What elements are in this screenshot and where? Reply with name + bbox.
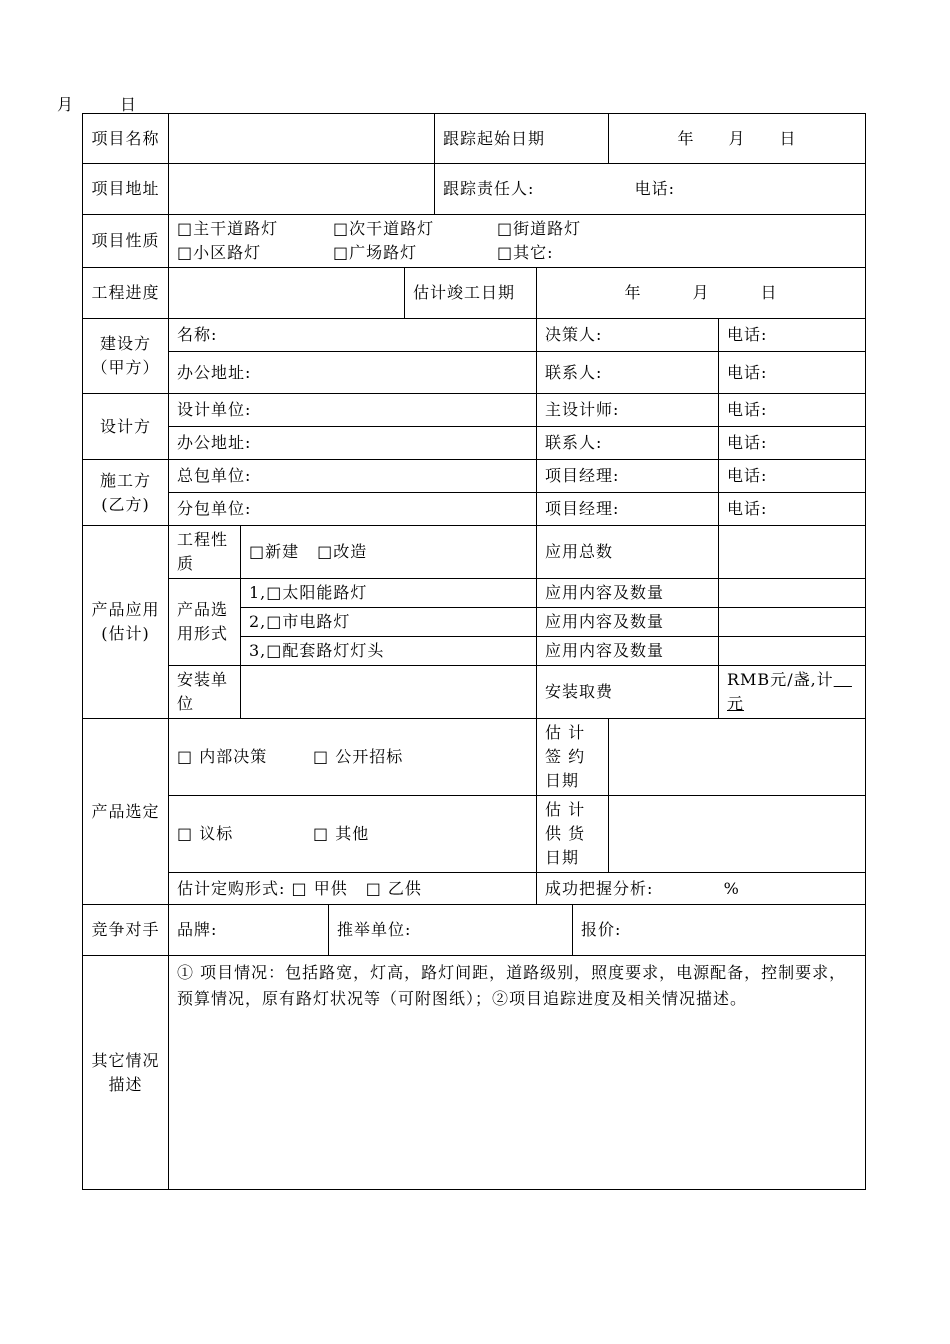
general-pm-phone-label[interactable]: 电话:: [719, 460, 866, 493]
project-tracking-form: [82, 113, 866, 1190]
content-qty-field-3[interactable]: [719, 637, 866, 666]
general-contractor-label[interactable]: 总包单位:: [169, 460, 537, 493]
content-qty-label-3: 应用内容及数量: [537, 637, 719, 666]
content-qty-label-1: 应用内容及数量: [537, 579, 719, 608]
builder-contact-label[interactable]: 联系人:: [537, 352, 719, 394]
content-qty-field-2[interactable]: [719, 608, 866, 637]
install-fee-value-1: RMB元/盏,计: [727, 670, 834, 689]
sub-pm-phone-label[interactable]: 电话:: [719, 493, 866, 526]
install-fee-value-2: 元: [727, 694, 745, 713]
nature-option-street[interactable]: □街道路灯: [497, 219, 582, 238]
general-pm-label[interactable]: 项目经理:: [537, 460, 719, 493]
header-month: 月: [57, 95, 75, 114]
content-qty-field-1[interactable]: [719, 579, 866, 608]
selection-label: 产品选定: [83, 719, 169, 905]
purchase-form-label: 估计定购形式:: [177, 878, 286, 898]
builder-label: 建设方（甲方）: [83, 319, 169, 394]
nature-label: 项目性质: [83, 215, 169, 268]
design-unit-label[interactable]: 设计单位:: [169, 394, 537, 427]
success-label: 成功把握分析:: [545, 878, 654, 898]
project-name-label: 项目名称: [83, 114, 169, 164]
chief-designer-phone-label[interactable]: 电话:: [719, 394, 866, 427]
track-owner-cell[interactable]: [435, 164, 866, 215]
selection-options-row-2: [169, 796, 537, 873]
designer-contact-phone-label[interactable]: 电话:: [719, 427, 866, 460]
eng-nature-new[interactable]: □新建: [249, 542, 300, 561]
track-owner-label: 跟踪责任人:: [443, 179, 535, 198]
designer-label: 设计方: [83, 394, 169, 460]
total-label: 应用总数: [537, 526, 719, 579]
brand-label[interactable]: 品牌:: [169, 905, 329, 956]
designer-office-label[interactable]: 办公地址:: [169, 427, 537, 460]
product-option-lamphead[interactable]: 3,□配套路灯灯头: [241, 637, 537, 666]
est-supply-field[interactable]: [609, 796, 866, 873]
nature-option-other[interactable]: □其它:: [497, 243, 554, 262]
success-percent: %: [723, 878, 740, 898]
est-supply-label: 估 计 供 货 日期: [537, 796, 609, 873]
install-fee-label: 安装取费: [537, 666, 719, 719]
other-label: 其它情况描述: [83, 956, 169, 1190]
install-unit-field[interactable]: [241, 666, 537, 719]
purchase-party-a[interactable]: □ 甲供: [291, 878, 348, 898]
sub-contractor-label[interactable]: 分包单位:: [169, 493, 537, 526]
other-desc[interactable]: ① 项目情况：包括路宽，灯高，路灯间距，道路级别，照度要求，电源配备，控制要求，预算情况，原有路灯状况等（可附图纸）；②项目追踪进度及相关情况描述。: [169, 956, 866, 1190]
progress-field[interactable]: [169, 268, 405, 319]
content-qty-label-2: 应用内容及数量: [537, 608, 719, 637]
total-field[interactable]: [719, 526, 866, 579]
header-day: 日: [120, 95, 138, 114]
selection-other[interactable]: □ 其他: [313, 824, 370, 843]
contractor-label: 施工方(乙方): [83, 460, 169, 526]
est-sign-field[interactable]: [609, 719, 866, 796]
est-sign-label: 估 计 签 约 日期: [537, 719, 609, 796]
nature-option-secondary-road[interactable]: □次干道路灯: [333, 219, 435, 238]
product-form-label: 产品选用形式: [169, 579, 241, 666]
track-start-date[interactable]: 年 月 日: [609, 114, 866, 164]
recommender-label[interactable]: 推举单位:: [329, 905, 573, 956]
page-header: [57, 92, 137, 115]
install-fee-field[interactable]: [719, 666, 866, 719]
designer-contact-label[interactable]: 联系人:: [537, 427, 719, 460]
nature-options: [169, 215, 866, 268]
builder-contact-phone-label[interactable]: 电话:: [719, 352, 866, 394]
nature-option-main-road[interactable]: □主干道路灯: [177, 219, 279, 238]
track-owner-phone-label: 电话:: [634, 179, 675, 198]
purchase-form-cell: [169, 873, 537, 905]
builder-name-label[interactable]: 名称:: [169, 319, 537, 352]
selection-internal[interactable]: □ 内部决策: [177, 747, 268, 766]
eng-nature-options: [241, 526, 537, 579]
project-name-field[interactable]: [169, 114, 435, 164]
selection-negotiate[interactable]: □ 议标: [177, 824, 234, 843]
sub-pm-label[interactable]: 项目经理:: [537, 493, 719, 526]
est-completion-date[interactable]: 年 月 日: [537, 268, 866, 319]
builder-decider-label[interactable]: 决策人:: [537, 319, 719, 352]
project-address-field[interactable]: [169, 164, 435, 215]
project-address-label: 项目地址: [83, 164, 169, 215]
product-option-grid[interactable]: 2,□市电路灯: [241, 608, 537, 637]
eng-nature-label: 工程性质: [169, 526, 241, 579]
eng-nature-renovate[interactable]: □改造: [317, 542, 368, 561]
track-start-label: 跟踪起始日期: [435, 114, 609, 164]
progress-label: 工程进度: [83, 268, 169, 319]
nature-option-square[interactable]: □广场路灯: [333, 243, 418, 262]
product-option-solar[interactable]: 1,□太阳能路灯: [241, 579, 537, 608]
success-cell[interactable]: [537, 873, 866, 905]
purchase-party-b[interactable]: □ 乙供: [365, 878, 422, 898]
nature-option-community[interactable]: □小区路灯: [177, 243, 262, 262]
competitor-label: 竞争对手: [83, 905, 169, 956]
selection-options-row-1: [169, 719, 537, 796]
product-app-label: 产品应用(估计): [83, 526, 169, 719]
selection-public-bid[interactable]: □ 公开招标: [313, 747, 404, 766]
builder-office-label[interactable]: 办公地址:: [169, 352, 537, 394]
builder-decider-phone-label[interactable]: 电话:: [719, 319, 866, 352]
est-completion-label: 估计竣工日期: [405, 268, 537, 319]
install-unit-label: 安装单位: [169, 666, 241, 719]
quote-label[interactable]: 报价:: [573, 905, 866, 956]
chief-designer-label[interactable]: 主设计师:: [537, 394, 719, 427]
